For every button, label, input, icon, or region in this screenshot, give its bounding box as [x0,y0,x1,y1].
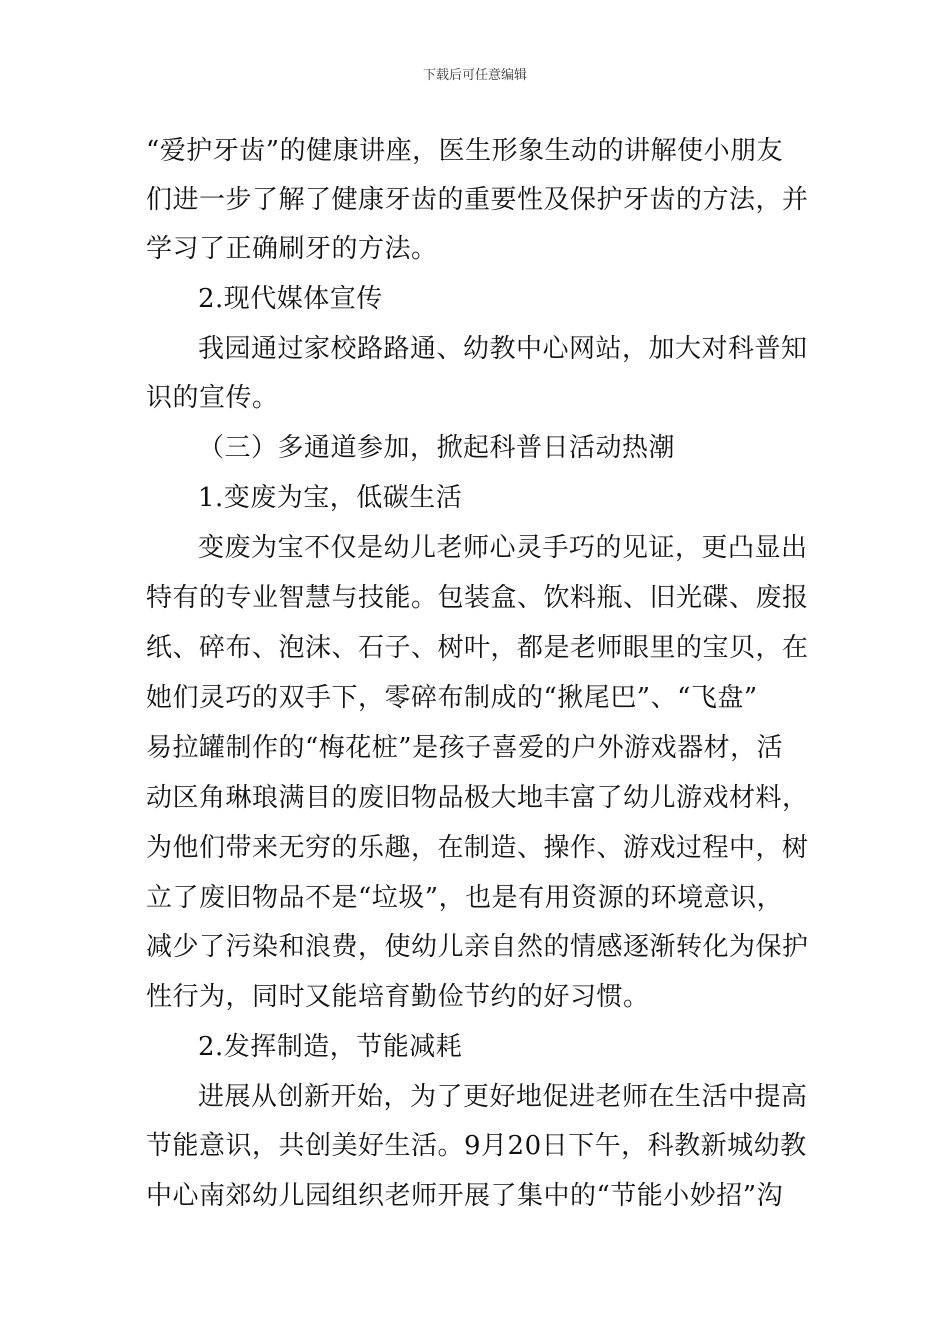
paragraph-line: 立了废旧物品不是“垃圾”，也是有用资源的环境意识， [146,883,784,913]
paragraph-line: 中心南郊幼儿园组织老师开展了集中的“节能小妙招”沟 [146,1181,784,1211]
paragraph-line: 学习了正确刷牙的方法。 [146,234,438,264]
paragraph-line: 进展从创新开始，为了更好地促进老师在生活中提高 [198,1082,808,1112]
section-heading: （三）多通道参加，掀起科普日活动热潮 [198,433,676,463]
section-heading: 2.现代媒体宣传 [198,284,383,314]
section-heading: 1.变废为宝，低碳生活 [198,483,463,513]
paragraph-line: 我园通过家校路路通、幼教中心网站，加大对科普知 [198,334,808,364]
paragraph-line: 性行为，同时又能培育勤俭节约的好习惯。 [146,982,650,1012]
paragraph-line: 减少了污染和浪费，使幼儿亲自然的情感逐渐转化为保护 [146,932,809,962]
paragraph-line: 节能意识，共创美好生活。9月20日下午，科教新城幼教 [146,1131,807,1161]
paragraph-line: 易拉罐制作的“梅花桩”是孩子喜爱的户外游戏器材，活 [146,733,784,763]
paragraph-line: 特有的专业智慧与技能。包装盒、饮料瓶、旧光碟、废报 [146,583,809,613]
paragraph-line: “爱护牙齿”的健康讲座，医生形象生动的讲解使小朋友 [146,136,784,166]
paragraph-line: 动区角琳琅满目的废旧物品极大地丰富了幼儿游戏材料， [146,783,809,813]
paragraph-line: 她们灵巧的双手下，零碎布制成的“揪尾巴”、“飞盘” [146,683,758,713]
page-header-note: 下载后可任意编辑 [422,68,527,83]
section-heading: 2.发挥制造，节能减耗 [198,1032,463,1062]
paragraph-line: 们进一步了解了健康牙齿的重要性及保护牙齿的方法，并 [146,185,809,215]
paragraph-line: 变废为宝不仅是幼儿老师心灵手巧的见证，更凸显出 [198,533,808,563]
paragraph-line: 纸、碎布、泡沫、石子、树叶，都是老师眼里的宝贝，在 [146,633,809,663]
paragraph-line: 为他们带来无穷的乐趣，在制造、操作、游戏过程中，树 [146,833,809,863]
paragraph-line: 识的宣传。 [146,383,279,413]
